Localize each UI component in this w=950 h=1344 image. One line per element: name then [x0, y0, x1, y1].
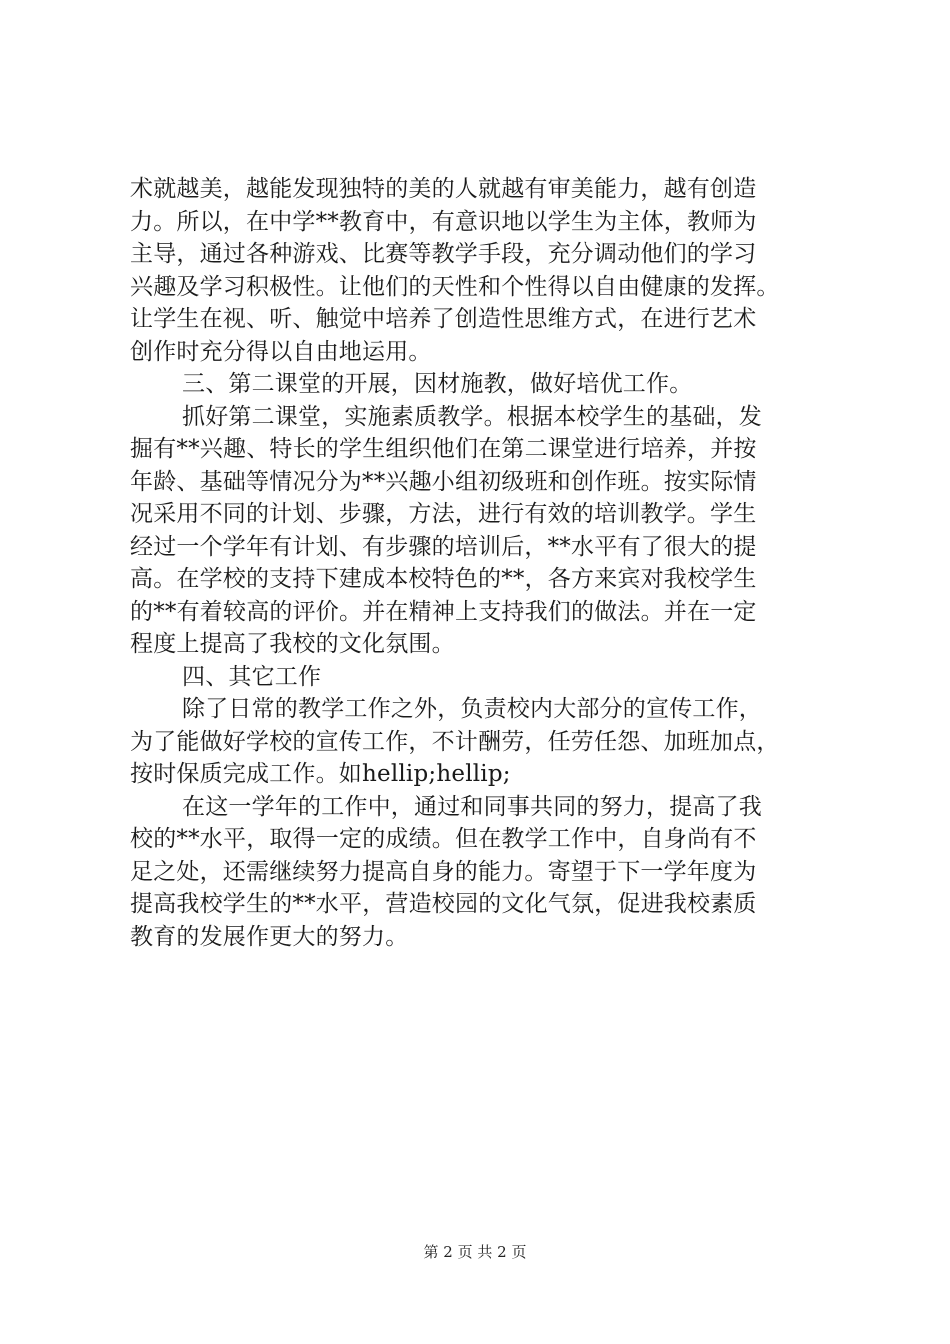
text-line: 教育的发展作更大的努力。 — [130, 923, 409, 950]
text-line: 高。在学校的支持下建成本校特色的**，各方来宾对我校学生 — [130, 566, 757, 592]
page-number: 第 2 页 共 2 页 — [423, 1243, 527, 1261]
paragraph-first-line: 除了日常的教学工作之外，负责校内大部分的宣传工作， — [182, 696, 762, 722]
document-body — [130, 173, 850, 953]
text-line: 掘有**兴趣、特长的学生组织他们在第二课堂进行培养，并按 — [130, 436, 757, 462]
text-line: 为了能做好学校的宣传工作，不计酬劳，任劳任怨、加班加点， — [130, 728, 780, 755]
text-line: 况采用不同的计划、步骤，方法，进行有效的培训教学。学生 — [130, 501, 757, 527]
text-line: 让学生在视、听、触觉中培养了创造性思维方式，在进行艺术 — [130, 306, 757, 332]
section-heading: 三、第二课堂的开展，因材施教，做好培优工作。 — [182, 371, 693, 397]
page-footer — [0, 1242, 950, 1262]
text-line: 提高我校学生的**水平，营造校园的文化气氛，促进我校素质 — [130, 891, 757, 917]
text-line: 足之处，还需继续努力提高自身的能力。寄望于下一学年度为 — [130, 858, 757, 885]
text-line: 年龄、基础等情况分为**兴趣小组初级班和创作班。按实际情 — [130, 468, 757, 495]
paragraph-first-line: 抓好第二课堂，实施素质教学。根据本校学生的基础，发 — [182, 403, 762, 430]
section-heading: 四、其它工作 — [182, 663, 322, 690]
text-line: 兴趣及学习积极性。让他们的天性和个性得以自由健康的发挥。 — [130, 273, 780, 300]
text-line: 按时保质完成工作。如hellip;hellip; — [130, 761, 511, 787]
text-line: 术就越美，越能发现独特的美的人就越有审美能力，越有创造 — [130, 176, 757, 202]
text-line: 主导，通过各种游戏、比赛等教学手段，充分调动他们的学习 — [130, 241, 757, 267]
text-line: 力。所以，在中学**教育中，有意识地以学生为主体，教师为 — [130, 208, 757, 235]
text-line: 创作时充分得以自由地运用。 — [130, 338, 432, 365]
text-line: 校的**水平，取得一定的成绩。但在教学工作中，自身尚有不 — [130, 826, 757, 852]
paragraph-first-line: 在这一学年的工作中，通过和同事共同的努力，提高了我 — [182, 793, 762, 820]
text-line: 的**有着较高的评价。并在精神上支持我们的做法。并在一定 — [130, 598, 757, 625]
text-line: 程度上提高了我校的文化氛围。 — [130, 631, 455, 657]
text-line: 经过一个学年有计划、有步骤的培训后，**水平有了很大的提 — [130, 533, 757, 560]
